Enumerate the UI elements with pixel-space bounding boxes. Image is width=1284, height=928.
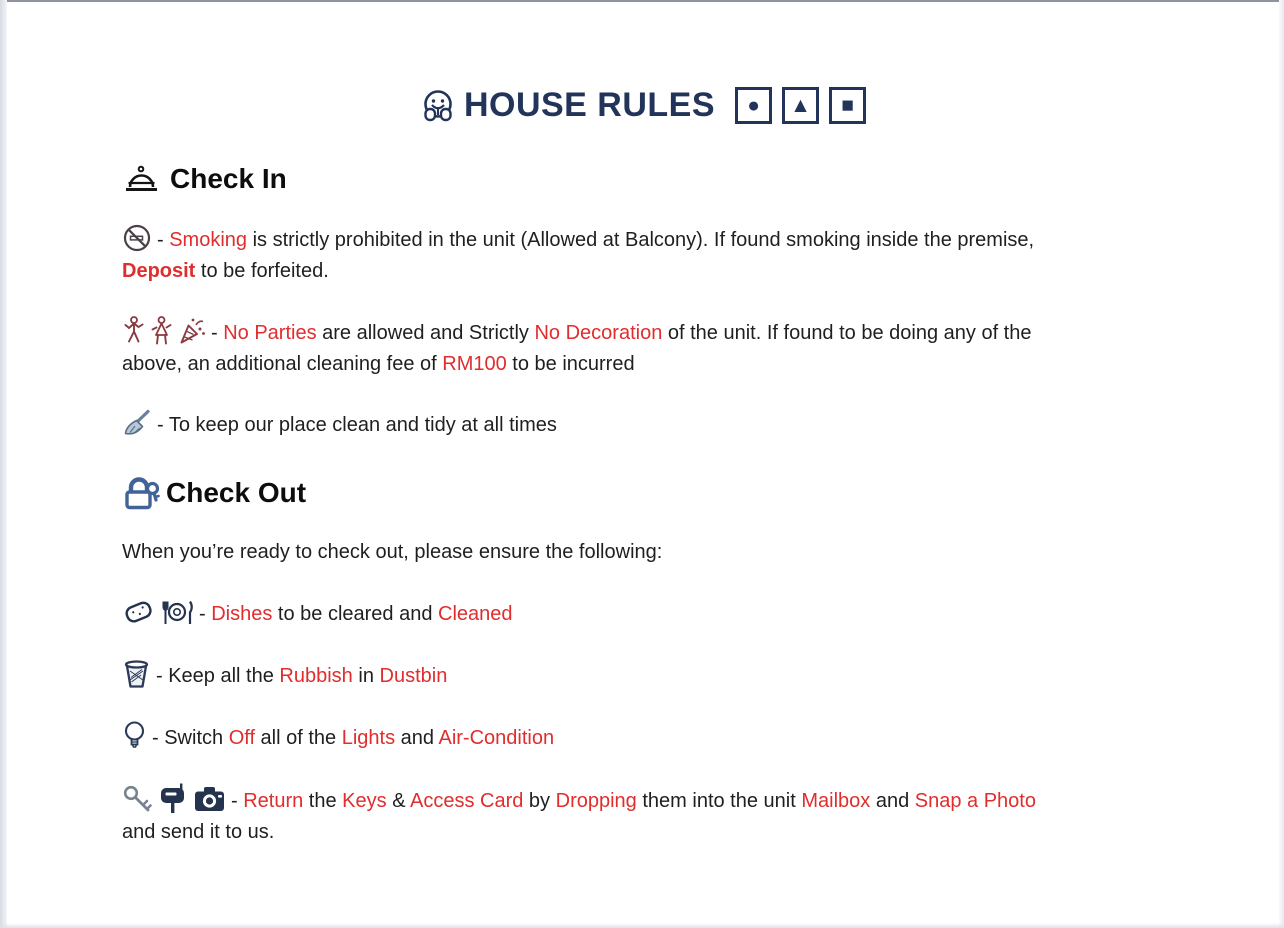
highlighted-text: Rubbish <box>279 665 353 687</box>
text-segment: - Keep all the <box>156 665 280 687</box>
mailbox-icon <box>157 782 188 814</box>
highlighted-text: No Parties <box>223 322 317 344</box>
text-segment: in <box>352 665 380 687</box>
text-segment: of the unit. If found to be doing any of the <box>662 322 1032 344</box>
rule-icons <box>122 315 206 346</box>
broom-icon <box>122 408 152 438</box>
highlighted-text: Dustbin <box>379 665 448 687</box>
text-segment: to be incurred <box>506 353 635 375</box>
rule-no-parties <box>122 315 1147 380</box>
rule-icons <box>122 720 147 751</box>
rule-icons <box>122 658 151 689</box>
text-segment: by <box>523 790 556 812</box>
rule-icons <box>122 223 152 253</box>
text-segment: is strictly prohibited in the unit (Allowed at Balcony). If found smoking inside the premise, <box>247 229 1035 251</box>
check-out-heading <box>122 475 1162 511</box>
rule-text <box>157 414 557 436</box>
text-segment: - <box>199 603 212 625</box>
rule-keep-clean <box>122 408 1147 441</box>
key-icon <box>122 784 152 814</box>
woman-dancing-icon <box>150 315 173 346</box>
highlighted-text: Cleaned <box>438 603 513 625</box>
text-segment: and <box>870 790 915 812</box>
highlighted-text: Deposit <box>122 260 196 282</box>
text-segment: are allowed and Strictly <box>316 322 535 344</box>
text-segment: and <box>395 727 439 749</box>
page-title: HOUSE RULES <box>463 86 716 124</box>
text-segment: and send it to us. <box>122 821 275 843</box>
photo-edge-bottom <box>0 923 1284 928</box>
rule-text <box>122 322 1032 375</box>
square-glyph: ■ <box>841 94 854 117</box>
text-segment: - <box>231 790 244 812</box>
check-out-heading-text: Check Out <box>166 477 307 508</box>
text-segment: - <box>157 229 170 251</box>
circle-symbol <box>735 87 772 124</box>
check-in-heading <box>122 163 1162 195</box>
rule-no-smoking <box>122 223 1147 287</box>
highlighted-text: Keys <box>342 790 387 812</box>
highlighted-text: Air-Condition <box>438 727 555 749</box>
circle-glyph: ● <box>747 94 760 117</box>
rule-dishes <box>122 596 1147 630</box>
text-segment: all of the <box>255 727 342 749</box>
rule-text <box>122 790 1036 843</box>
light-bulb-icon <box>122 720 147 751</box>
wastebasket-icon <box>122 658 151 689</box>
highlighted-text: Lights <box>341 727 396 749</box>
highlighted-text: Snap a Photo <box>914 790 1036 812</box>
rule-return-keys <box>122 782 1147 848</box>
hugging-face-icon <box>418 88 458 124</box>
text-segment: & <box>386 790 410 812</box>
triangle-glyph: ▲ <box>790 94 811 117</box>
no-smoking-icon <box>122 223 152 253</box>
check-in-heading-text: Check In <box>170 163 287 194</box>
check-out-intro: When you’re ready to check out, please ensure the following: <box>122 541 663 563</box>
text-segment: - Switch <box>152 727 229 749</box>
rule-lights <box>122 720 1147 754</box>
rule-icons <box>122 782 226 814</box>
highlighted-text: Smoking <box>169 229 248 251</box>
camera-icon <box>193 785 226 814</box>
rule-rubbish <box>122 658 1147 692</box>
text-segment: the <box>303 790 343 812</box>
text-segment: - <box>211 322 224 344</box>
rule-text <box>152 727 554 749</box>
highlighted-text: RM100 <box>442 353 507 375</box>
highlighted-text: No Decoration <box>534 322 663 344</box>
rule-text <box>122 229 1034 282</box>
sponge-icon <box>122 597 155 627</box>
highlighted-text: Return <box>243 790 304 812</box>
text-segment: to be cleared and <box>272 603 439 625</box>
page-title-row <box>122 86 1162 125</box>
rule-icons <box>122 596 194 627</box>
highlighted-text: Mailbox <box>801 790 871 812</box>
rule-icons <box>122 408 152 438</box>
highlighted-text: Access Card <box>410 790 524 812</box>
highlighted-text: Off <box>228 727 255 749</box>
text-segment: them into the unit <box>636 790 802 812</box>
title-symbols <box>735 87 866 124</box>
lock-with-key-icon <box>122 475 162 511</box>
square-symbol <box>829 87 866 124</box>
man-dancing-icon <box>122 315 145 346</box>
rule-text <box>199 603 513 625</box>
bellhop-bell-icon <box>122 163 160 195</box>
party-popper-icon <box>178 316 206 346</box>
triangle-symbol <box>782 87 819 124</box>
rule-text <box>156 665 447 687</box>
text-segment: above, an additional cleaning fee of <box>122 353 443 375</box>
text-segment: to be forfeited. <box>195 260 329 282</box>
text-segment: - To keep our place clean and tidy at all times <box>157 414 557 436</box>
highlighted-text: Dropping <box>555 790 637 812</box>
highlighted-text: Dishes <box>211 603 273 625</box>
fork-knife-plate-icon <box>160 596 194 627</box>
